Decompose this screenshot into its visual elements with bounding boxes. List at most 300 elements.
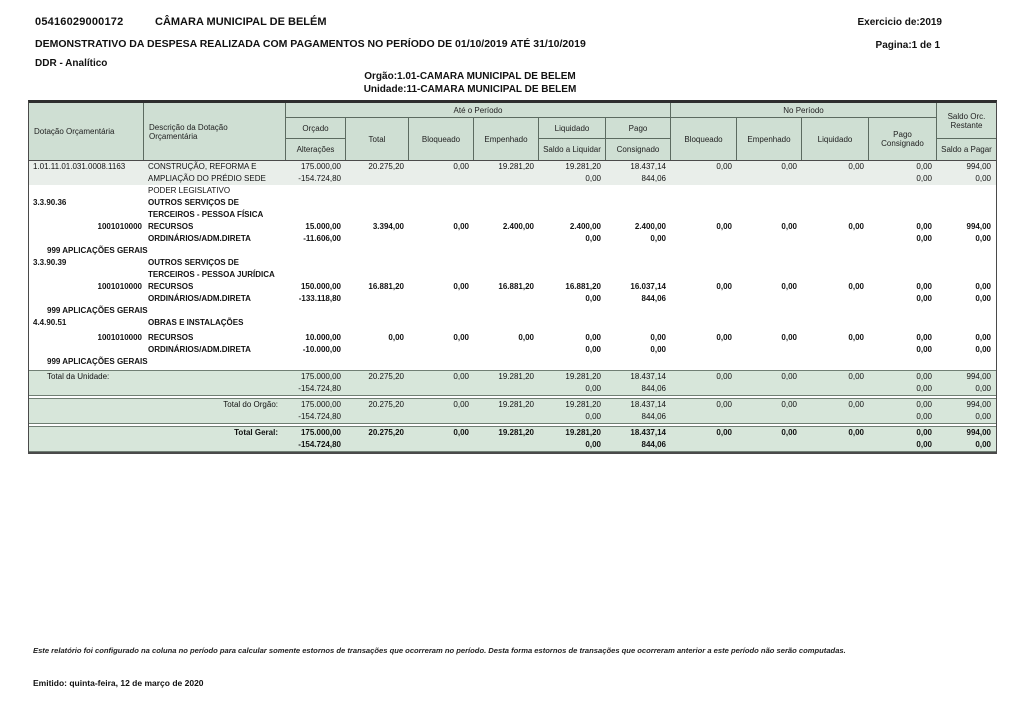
report-title: DEMONSTRATIVO DA DESPESA REALIZADA COM PAGAMENTOS NO PERÍODO DE 01/10/2019 ATÉ 31/10/2019 — [35, 38, 586, 50]
cell-pago-ate — [606, 399, 671, 423]
cell-empenhado-ate — [474, 427, 539, 451]
cell-orcado — [286, 371, 346, 395]
cell-line: 16.037,14 — [630, 282, 666, 291]
cell-line: 844,06 — [641, 412, 666, 421]
cell-aplicacao-label — [29, 305, 996, 317]
cell-line: 0,00 — [975, 282, 991, 291]
cell-line: 0,00 — [916, 222, 932, 231]
cell-bloqueado-ate — [409, 221, 474, 245]
cell-line — [671, 344, 732, 356]
page-number: Pagina:1 de 1 — [875, 40, 940, 51]
cell-elemento-code — [29, 197, 144, 221]
cell-line: 0,00 — [716, 282, 732, 291]
cell-liquidado-periodo — [802, 221, 869, 245]
cell-elemento-code — [29, 257, 144, 281]
cell-line: 0,00 — [975, 234, 991, 243]
total-label — [29, 427, 286, 451]
cell-line — [346, 173, 404, 185]
cell-saldo — [937, 371, 996, 395]
cell-line: 0,00 — [916, 345, 932, 354]
cell-line — [671, 173, 732, 185]
cell-line: 0,00 — [650, 345, 666, 354]
cell-line: 0,00 — [916, 412, 932, 421]
cell-saldo — [937, 332, 996, 356]
cell-line: 0,00 — [453, 222, 469, 231]
cell-line — [737, 233, 797, 245]
cell-line — [346, 411, 404, 423]
cell-line: RECURSOS — [148, 333, 194, 342]
report-note: Este relatório foi configurado na coluna no período para calcular somente estornos de transações que ocorreram no período. Desta forma estornos de transações que ocorreram anterior a este período não serão computadas. — [33, 646, 846, 655]
cell-line: RECURSOS — [148, 282, 194, 291]
cell-line: -11.606,00 — [303, 234, 341, 243]
cell-aplicacao-label — [29, 245, 996, 257]
cell-empenhado-ate — [474, 399, 539, 423]
cell-line: 175.000,00 — [300, 162, 341, 171]
cell-bloqueado-ate — [409, 399, 474, 423]
cell-recurso-desc — [144, 281, 286, 305]
cell-line: 0,00 — [916, 294, 932, 303]
cell-line — [737, 293, 797, 305]
col-header-consignado: Consignado — [606, 139, 671, 160]
cell-line: 0,00 — [585, 333, 601, 342]
cell-line: 19.281,20 — [498, 162, 534, 171]
cell-aplicacao-label — [29, 356, 996, 368]
cell-empty — [29, 185, 144, 197]
col-header-liquidado: Liquidado — [539, 118, 606, 139]
table-header — [28, 100, 997, 161]
cell-line: 1001010000 — [97, 333, 142, 342]
cell-line: 0,00 — [716, 222, 732, 231]
cell-line: 0,00 — [453, 333, 469, 342]
cell-liquidado-ate — [539, 399, 606, 423]
cell-line: -10.000,00 — [302, 345, 341, 354]
col-header-no-empenhado: Empenhado — [737, 118, 802, 160]
cell-line: TERCEIROS - PESSOA JURÍDICA — [148, 270, 275, 279]
exercise-label: Exercicio de:2019 — [857, 17, 942, 28]
cell-line — [409, 411, 469, 423]
cell-line: 0,00 — [781, 222, 797, 231]
table-row-aplicacao — [29, 356, 996, 368]
cell-line: 19.281,20 — [565, 162, 601, 171]
cell-recurso-code — [29, 221, 144, 245]
table-row-total — [29, 426, 996, 452]
company-name: CÂMARA MUNICIPAL DE BELÉM — [155, 16, 327, 28]
total-label — [29, 399, 286, 423]
table-row-aplicacao — [29, 305, 996, 317]
cell-line — [671, 411, 732, 423]
col-header-saldo-a-liquidar: Saldo a Liquidar — [539, 139, 606, 160]
cell-line: 18.437,14 — [630, 372, 666, 381]
cell-pago-ate — [606, 161, 671, 185]
cell-line: 0,00 — [453, 282, 469, 291]
cell-line: 994,00 — [966, 162, 991, 171]
cell-line: 0,00 — [781, 162, 797, 171]
cell-line: 844,06 — [641, 440, 666, 449]
cell-pago-ate — [606, 281, 671, 305]
cell-orcado — [286, 221, 346, 245]
col-header-saldo-a-pagar: Saldo a Pagar — [941, 145, 992, 154]
col-header-empenhado: Empenhado — [474, 118, 539, 160]
cell-line: 3.3.90.36 — [33, 198, 67, 207]
cell-line: 2.400,00 — [569, 222, 601, 231]
cell-line: 994,00 — [966, 428, 991, 437]
cell-line: RECURSOS — [148, 222, 194, 231]
cell-recurso-code — [29, 332, 144, 356]
cell-line — [409, 233, 469, 245]
cell-line: 0,00 — [848, 372, 864, 381]
cell-empenhado-ate — [474, 161, 539, 185]
cell-line: 0,00 — [975, 412, 991, 421]
cell-line: 175.000,00 — [300, 372, 341, 381]
cell-recurso-desc — [144, 332, 286, 356]
cell-bloqueado-periodo — [671, 161, 737, 185]
cell-empenhado-periodo — [737, 221, 802, 245]
cell-total — [346, 427, 409, 451]
col-header-no-pago-consignado: Pago Consignado — [869, 118, 937, 160]
cell-line: 10.000,00 — [305, 333, 341, 342]
cell-liquidado-periodo — [802, 399, 869, 423]
cell-line: 0,00 — [975, 440, 991, 449]
org-header — [0, 71, 940, 95]
cell-line — [474, 411, 534, 423]
cell-line: 18.437,14 — [630, 400, 666, 409]
cell-elemento-desc — [144, 197, 286, 221]
cell-line: 16.881,20 — [368, 282, 404, 291]
cell-line: TERCEIROS - PESSOA FÍSICA — [148, 210, 264, 219]
total-label — [29, 371, 286, 395]
cell-line: 2.400,00 — [634, 222, 666, 231]
cell-pago-ate — [606, 221, 671, 245]
cell-saldo — [937, 221, 996, 245]
cell-line: 994,00 — [966, 400, 991, 409]
col-header-no-liquidado: Liquidado — [802, 118, 869, 160]
cell-line: 0,00 — [916, 162, 932, 171]
cell-empenhado-periodo — [737, 281, 802, 305]
cell-orcado — [286, 281, 346, 305]
cell-bloqueado-ate — [409, 281, 474, 305]
table-row-aplicacao — [29, 245, 996, 257]
cell-saldo — [937, 281, 996, 305]
cell-total — [346, 221, 409, 245]
cell-line: 0,00 — [781, 372, 797, 381]
cell-orcado — [286, 427, 346, 451]
cell-line: 0,00 — [916, 372, 932, 381]
cell-pago-periodo — [869, 332, 937, 356]
cell-line: 0,00 — [716, 162, 732, 171]
cell-dotacao-desc-cont — [144, 185, 286, 197]
cell-line: 0,00 — [716, 400, 732, 409]
cell-saldo — [937, 399, 996, 423]
cell-line: 20.275,20 — [368, 162, 404, 171]
cell-line: 3.394,00 — [372, 222, 404, 231]
cell-saldo — [937, 161, 996, 185]
cell-line: 0,00 — [916, 234, 932, 243]
cell-empenhado-periodo — [737, 427, 802, 451]
cell-line — [409, 293, 469, 305]
col-header-orcado: Orçado — [286, 118, 346, 139]
cell-line: 0,00 — [848, 428, 864, 437]
cell-line: 0,00 — [650, 234, 666, 243]
cell-elemento-desc — [144, 317, 286, 329]
cell-line: 0,00 — [975, 174, 991, 183]
cell-line: 1001010000 — [97, 282, 142, 291]
cell-line: 0,00 — [848, 400, 864, 409]
cell-line: 0,00 — [916, 440, 932, 449]
cell-line — [409, 173, 469, 185]
emitted-date: Emitido: quinta-feira, 12 de março de 2020 — [33, 678, 204, 688]
cell-line: CONSTRUÇÃO, REFORMA E — [148, 162, 257, 171]
cell-empenhado-ate — [474, 281, 539, 305]
cell-liquidado-ate — [539, 161, 606, 185]
cell-line — [802, 293, 864, 305]
cell-line: Total Geral: — [234, 428, 278, 437]
cell-line: 0,00 — [650, 333, 666, 342]
cell-line: 1.01.11.01.031.0008.1163 — [33, 162, 126, 171]
cell-line: 1001010000 — [97, 222, 142, 231]
cell-line — [346, 383, 404, 395]
cell-line: 15.000,00 — [305, 222, 341, 231]
table-row-recurso — [29, 332, 996, 356]
cell-bloqueado-ate — [409, 332, 474, 356]
cell-bloqueado-ate — [409, 161, 474, 185]
cell-recurso-code — [29, 281, 144, 305]
cell-line: 4.4.90.51 — [33, 318, 67, 327]
cell-line: ORDINÁRIOS/ADM.DIRETA — [148, 234, 251, 243]
cell-line — [737, 344, 797, 356]
cell-line: 0,00 — [518, 333, 534, 342]
cell-line: 0,00 — [388, 333, 404, 342]
cell-line: AMPLIAÇÃO DO PRÉDIO SEDE — [148, 174, 266, 183]
cell-line: 0,00 — [453, 162, 469, 171]
cell-pago-ate — [606, 332, 671, 356]
cell-line: 0,00 — [916, 384, 932, 393]
cell-line: PODER LEGISLATIVO — [148, 186, 231, 195]
cell-liquidado-ate — [539, 427, 606, 451]
cell-liquidado-periodo — [802, 332, 869, 356]
cell-line: 0,00 — [781, 400, 797, 409]
cell-line — [671, 439, 732, 451]
cell-line: Total da Unidade: — [47, 372, 110, 381]
cell-pago-periodo — [869, 221, 937, 245]
cell-line: 0,00 — [975, 294, 991, 303]
cell-line: 0,00 — [916, 400, 932, 409]
cell-line: 0,00 — [585, 174, 601, 183]
cell-line: 0,00 — [781, 333, 797, 342]
cell-line: 19.281,20 — [565, 428, 601, 437]
cell-line: 2.400,00 — [502, 222, 534, 231]
table-body — [28, 161, 997, 454]
unidade-line: Unidade:11-CAMARA MUNICIPAL DE BELEM — [363, 84, 577, 95]
cell-line — [346, 439, 404, 451]
cell-orcado — [286, 161, 346, 185]
table-row-dotacao-cont — [29, 185, 996, 197]
cell-line: 0,00 — [716, 372, 732, 381]
cell-line — [409, 344, 469, 356]
cell-line: 175.000,00 — [300, 400, 341, 409]
cell-bloqueado-ate — [409, 427, 474, 451]
cell-line: -154.724,80 — [298, 174, 341, 183]
cell-line: -154.724,80 — [298, 440, 341, 449]
cell-line: -154.724,80 — [298, 412, 341, 421]
cell-empenhado-periodo — [737, 161, 802, 185]
cell-line: 0,00 — [975, 345, 991, 354]
cell-line: 0,00 — [975, 384, 991, 393]
cell-line — [346, 293, 404, 305]
cell-line: 994,00 — [966, 372, 991, 381]
company-code: 05416029000172 — [35, 16, 124, 28]
cell-pago-periodo — [869, 281, 937, 305]
cell-line: 0,00 — [585, 345, 601, 354]
group-header-ate-periodo: Até o Período — [286, 103, 671, 118]
cell-line: 16.881,20 — [498, 282, 534, 291]
cell-line — [802, 233, 864, 245]
cell-empenhado-periodo — [737, 332, 802, 356]
cell-bloqueado-periodo — [671, 221, 737, 245]
table-row-elemento — [29, 257, 996, 281]
cell-pago-periodo — [869, 399, 937, 423]
report-subtitle: DDR - Analítico — [35, 58, 108, 69]
cell-liquidado-periodo — [802, 281, 869, 305]
cell-empenhado-ate — [474, 332, 539, 356]
cell-total — [346, 161, 409, 185]
cell-empenhado-periodo — [737, 399, 802, 423]
group-header-no-periodo: No Período — [671, 103, 937, 118]
cell-orcado — [286, 332, 346, 356]
cell-line: 19.281,20 — [498, 428, 534, 437]
cell-line: 20.275,20 — [368, 400, 404, 409]
cell-line — [474, 173, 534, 185]
cell-line: -154.724,80 — [298, 384, 341, 393]
cell-line: 994,00 — [966, 222, 991, 231]
cell-line — [474, 344, 534, 356]
cell-line: 0,00 — [781, 428, 797, 437]
cell-pago-periodo — [869, 161, 937, 185]
cell-line: 0,00 — [916, 282, 932, 291]
col-header-dotacao: Dotação Orçamentária — [29, 103, 144, 160]
cell-line — [474, 383, 534, 395]
cell-line: 19.281,20 — [565, 372, 601, 381]
table-row-dotacao — [29, 161, 996, 185]
cell-line: 0,00 — [453, 372, 469, 381]
table-row-recurso — [29, 281, 996, 305]
col-header-total: Total — [346, 118, 409, 160]
cell-line: 0,00 — [585, 412, 601, 421]
cell-line: 0,00 — [716, 428, 732, 437]
cell-line — [802, 344, 864, 356]
cell-line: 844,06 — [641, 174, 666, 183]
cell-liquidado-ate — [539, 221, 606, 245]
cell-line: 0,00 — [453, 428, 469, 437]
cell-line: 0,00 — [848, 222, 864, 231]
cell-total — [346, 281, 409, 305]
cell-line — [409, 383, 469, 395]
cell-line — [737, 383, 797, 395]
cell-line: OUTROS SERVIÇOS DE — [148, 198, 239, 207]
table-row-recurso — [29, 221, 996, 245]
table-row-total — [29, 370, 996, 396]
cell-line: 0,00 — [975, 333, 991, 342]
cell-line: 0,00 — [916, 174, 932, 183]
cell-line — [802, 439, 864, 451]
cell-line: 0,00 — [585, 440, 601, 449]
cell-line: 19.281,20 — [498, 372, 534, 381]
cell-line — [346, 344, 404, 356]
cell-bloqueado-periodo — [671, 427, 737, 451]
col-header-descricao: Descrição da Dotação Orçamentária — [144, 103, 286, 160]
cell-dotacao-code — [29, 161, 144, 185]
cell-elemento-code — [29, 317, 144, 329]
cell-line — [802, 383, 864, 395]
table-row-elemento — [29, 197, 996, 221]
cell-line: 0,00 — [781, 282, 797, 291]
cell-line — [802, 411, 864, 423]
cell-line: 19.281,20 — [565, 400, 601, 409]
cell-bloqueado-periodo — [671, 281, 737, 305]
cell-bloqueado-periodo — [671, 332, 737, 356]
cell-liquidado-ate — [539, 332, 606, 356]
cell-line — [671, 233, 732, 245]
cell-line — [802, 173, 864, 185]
cell-pago-ate — [606, 371, 671, 395]
cell-empenhado-periodo — [737, 371, 802, 395]
cell-recurso-desc — [144, 221, 286, 245]
cell-empenhado-ate — [474, 371, 539, 395]
cell-line: 844,06 — [641, 384, 666, 393]
cell-total — [346, 399, 409, 423]
cell-line: 20.275,20 — [368, 372, 404, 381]
cell-line — [671, 293, 732, 305]
cell-pago-ate — [606, 427, 671, 451]
cell-line: Total do Orgão: — [223, 400, 278, 409]
cell-line: 18.437,14 — [630, 162, 666, 171]
col-header-bloqueado: Bloqueado — [409, 118, 474, 160]
cell-line — [737, 173, 797, 185]
cell-bloqueado-ate — [409, 371, 474, 395]
orgao-line: Orgão:1.01-CAMARA MUNICIPAL DE BELEM — [364, 71, 576, 82]
cell-line: ORDINÁRIOS/ADM.DIRETA — [148, 294, 251, 303]
cell-line — [474, 233, 534, 245]
cell-line: 175.000,00 — [300, 428, 341, 437]
cell-line: 0,00 — [585, 384, 601, 393]
cell-pago-periodo — [869, 427, 937, 451]
cell-line: 999 APLICAÇÕES GERAIS — [47, 306, 148, 315]
cell-pago-periodo — [869, 371, 937, 395]
cell-line — [474, 439, 534, 451]
col-header-no-bloqueado: Bloqueado — [671, 118, 737, 160]
cell-line: 0,00 — [848, 333, 864, 342]
cell-line: 0,00 — [848, 282, 864, 291]
cell-liquidado-periodo — [802, 161, 869, 185]
cell-line: 19.281,20 — [498, 400, 534, 409]
cell-line: 0,00 — [848, 162, 864, 171]
cell-line: ORDINÁRIOS/ADM.DIRETA — [148, 345, 251, 354]
cell-line: 0,00 — [916, 333, 932, 342]
cell-line: 0,00 — [716, 333, 732, 342]
cell-elemento-desc — [144, 257, 286, 281]
cell-bloqueado-periodo — [671, 371, 737, 395]
cell-orcado — [286, 399, 346, 423]
col-header-saldo-orc: Saldo Orc. Restante — [937, 103, 996, 139]
expense-table — [28, 100, 997, 454]
cell-liquidado-periodo — [802, 371, 869, 395]
table-row-elemento — [29, 317, 996, 329]
cell-total — [346, 332, 409, 356]
cell-line — [346, 233, 404, 245]
cell-line: 0,00 — [453, 400, 469, 409]
cell-line: 0,00 — [585, 234, 601, 243]
cell-total — [346, 371, 409, 395]
cell-line — [409, 439, 469, 451]
